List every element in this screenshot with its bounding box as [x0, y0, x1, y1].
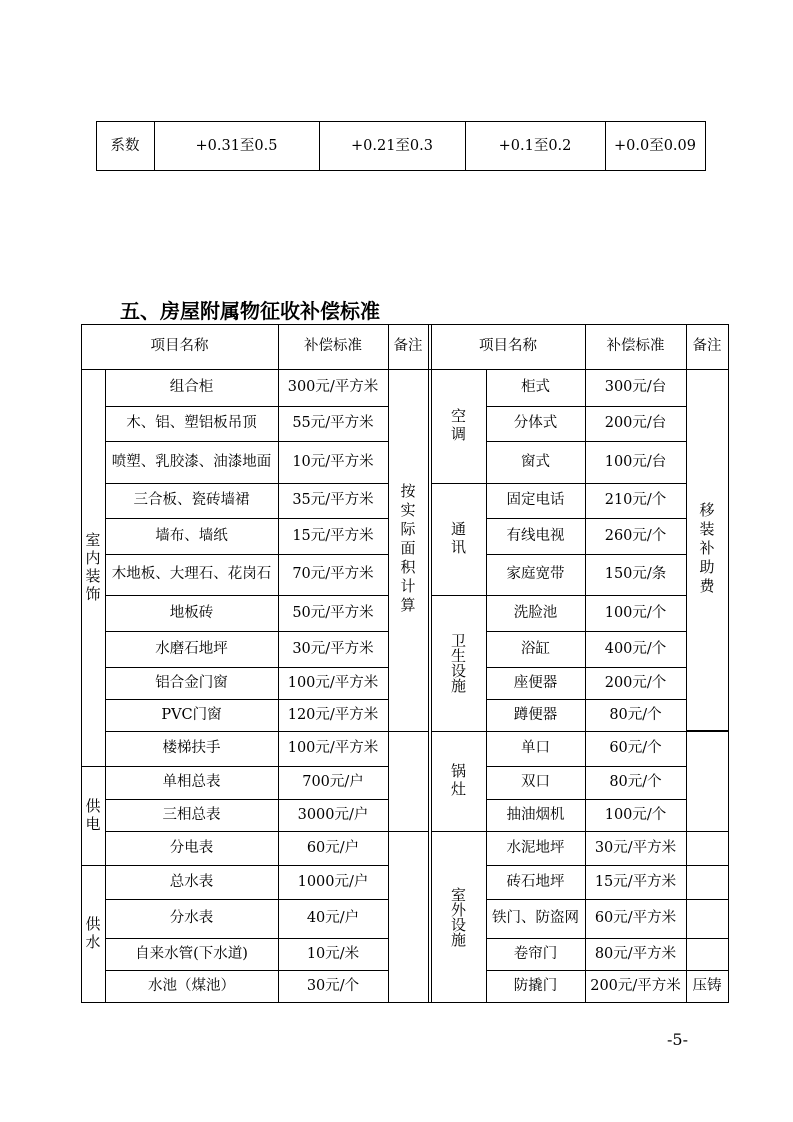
- left-item-standard: 10元/米: [306, 945, 360, 962]
- right-item-standard: 80元/平方米: [594, 945, 677, 962]
- left-item-standard: 300元/平方米: [287, 379, 379, 395]
- right-item-standard: 60元/个: [609, 740, 662, 756]
- group-sanitary: 卫生设施: [449, 633, 467, 693]
- right-item-standard: 30元/平方米: [594, 839, 677, 856]
- right-item-standard: 300元/台: [604, 379, 667, 395]
- left-item-name: 楼梯扶手: [162, 740, 221, 756]
- group-communication: 通讯: [449, 521, 467, 557]
- right-item-name: 水泥地坪: [506, 839, 565, 856]
- right-item-name: 洗脸池: [513, 604, 558, 621]
- group-air-conditioner: 空调: [449, 408, 467, 444]
- right-item-name: 单口: [521, 740, 550, 756]
- right-item-standard: 60元/平方米: [594, 910, 677, 926]
- right-item-name: 窗式: [521, 453, 550, 470]
- right-item-standard: 80元/个: [609, 774, 662, 790]
- right-item-standard: 260元/个: [604, 527, 667, 544]
- coef-value-3: +0.1至0.2: [498, 137, 572, 154]
- right-item-name: 浴缸: [521, 640, 550, 657]
- right-note-relocation: 移装补助费: [697, 502, 716, 597]
- right-item-name: 铁门、防盗网: [492, 910, 579, 926]
- right-item-name: 有线电视: [506, 527, 565, 544]
- group-power-supply: 供电: [83, 797, 102, 834]
- left-item-standard: 35元/平方米: [292, 492, 374, 508]
- right-item-standard: 210元/个: [604, 492, 667, 508]
- left-item-standard: 120元/平方米: [287, 706, 379, 723]
- right-item-name: 固定电话: [506, 492, 565, 508]
- coef-value-1: +0.31至0.5: [195, 137, 278, 154]
- left-item-standard: 55元/平方米: [292, 415, 374, 431]
- left-item-name: 分水表: [169, 910, 214, 926]
- left-item-name: 分电表: [169, 839, 214, 856]
- left-item-name: 三相总表: [162, 806, 221, 823]
- coef-value-4: +0.0至0.09: [614, 137, 696, 154]
- left-item-standard: 60元/户: [306, 839, 360, 856]
- left-item-name: 铝合金门窗: [155, 674, 228, 691]
- right-last-note: 压铸: [692, 977, 722, 994]
- right-item-standard: 400元/个: [604, 640, 667, 657]
- left-item-standard: 50元/平方米: [292, 604, 374, 621]
- left-item-name: 组合柜: [169, 379, 214, 395]
- left-item-name: 单相总表: [162, 774, 221, 790]
- coef-value-2: +0.21至0.3: [351, 137, 433, 154]
- left-item-name: 木、铝、塑铝板吊顶: [126, 415, 257, 431]
- left-item-standard: 100元/平方米: [287, 674, 379, 691]
- left-item-standard: 10元/平方米: [292, 453, 374, 470]
- left-item-name: 地板砖: [169, 604, 214, 621]
- left-item-standard: 40元/户: [306, 910, 360, 926]
- right-item-name: 砖石地坪: [506, 873, 565, 890]
- left-item-standard: 700元/户: [302, 774, 364, 790]
- left-note-actual-area: 按实际面积计算: [398, 483, 417, 616]
- right-item-standard: 200元/个: [604, 674, 667, 691]
- left-item-standard: 70元/平方米: [292, 566, 374, 582]
- header-right-note: 备注: [692, 338, 722, 354]
- coef-label: 系数: [110, 137, 140, 154]
- left-item-standard: 30元/平方米: [292, 640, 374, 657]
- group-water-supply: 供水: [83, 915, 102, 952]
- left-item-name: 水池（煤池）: [148, 977, 235, 994]
- left-item-name: 总水表: [169, 873, 214, 890]
- right-item-name: 防撬门: [513, 977, 558, 994]
- group-outdoor: 室外设施: [449, 886, 467, 947]
- left-item-name: 三合板、瓷砖墙裙: [133, 492, 250, 508]
- header-left-item: 项目名称: [150, 338, 209, 354]
- section-title: 五、房屋附属物征收补偿标准: [120, 299, 380, 323]
- left-item-name: 喷塑、乳胶漆、油漆地面: [111, 453, 272, 470]
- left-item-standard: 3000元/户: [297, 806, 369, 823]
- right-item-name: 蹲便器: [513, 706, 558, 723]
- right-item-name: 柜式: [521, 379, 550, 395]
- left-item-standard: 30元/个: [306, 977, 360, 994]
- right-item-name: 卷帘门: [513, 945, 558, 962]
- left-item-name: 墙布、墙纸: [155, 527, 228, 544]
- header-left-std: 补偿标准: [304, 338, 362, 354]
- right-item-standard: 15元/平方米: [594, 873, 677, 890]
- left-item-standard: 100元/平方米: [287, 740, 379, 756]
- header-right-std: 补偿标准: [606, 338, 665, 354]
- header-left-note: 备注: [393, 338, 423, 354]
- left-item-name: PVC门窗: [161, 706, 222, 723]
- group-stove: 锅灶: [449, 763, 467, 799]
- right-item-standard: 200元/平方米: [590, 977, 681, 994]
- left-item-name: 自来水管(下水道): [135, 945, 248, 962]
- left-item-standard: 1000元/户: [297, 873, 369, 890]
- right-item-standard: 100元/台: [604, 453, 667, 470]
- right-item-standard: 150元/条: [604, 566, 667, 582]
- right-item-name: 双口: [521, 774, 550, 790]
- left-item-standard: 15元/平方米: [292, 527, 374, 544]
- left-item-name: 木地板、大理石、花岗石: [111, 566, 272, 582]
- right-item-name: 分体式: [513, 415, 558, 431]
- header-right-item: 项目名称: [479, 338, 537, 354]
- right-item-name: 座便器: [513, 674, 558, 691]
- page-number: -5-: [667, 1030, 688, 1049]
- right-item-name: 抽油烟机: [506, 806, 565, 823]
- right-item-name: 家庭宽带: [506, 566, 565, 582]
- left-item-name: 水磨石地坪: [155, 640, 228, 657]
- right-item-standard: 80元/个: [609, 706, 662, 723]
- right-item-standard: 100元/个: [604, 806, 667, 823]
- right-item-standard: 200元/台: [604, 415, 667, 431]
- group-indoor-decoration: 室内装饰: [83, 531, 102, 604]
- right-item-standard: 100元/个: [604, 604, 667, 621]
